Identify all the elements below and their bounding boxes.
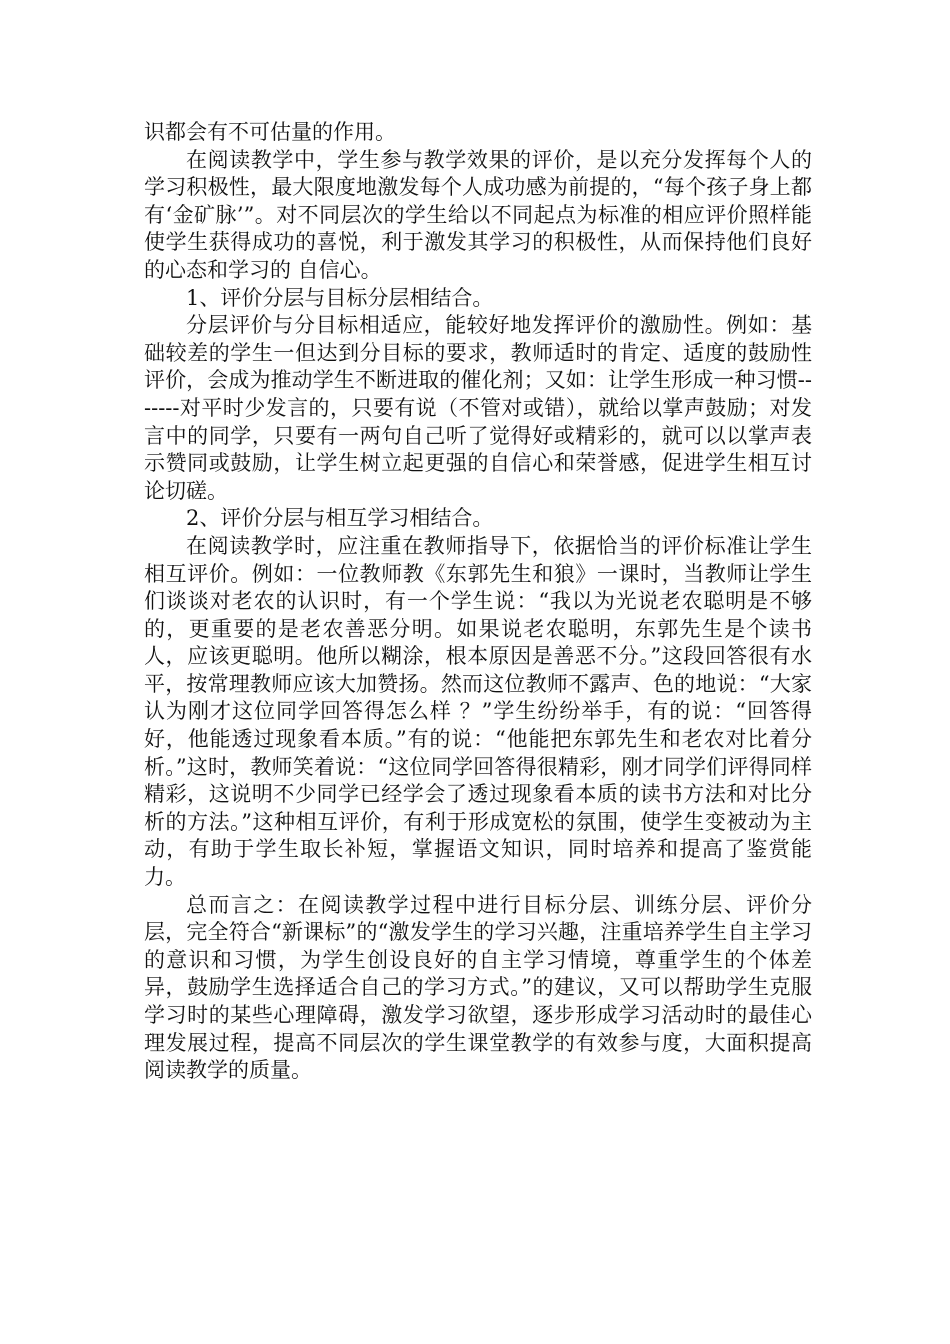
- document-page: [144, 119, 812, 1085]
- section-heading-2: 2、评价分层与相互学习相结合。: [186, 506, 494, 531]
- paragraph-layered-evaluation: 分层评价与分目标相适应，能较好地发挥评价的激励性。例如：基础较差的学生一但达到分目标的要求，教师适时的肯定、适度的鼓励性评价，会成为推动学生不断进取的催化剂；又如：让学生形成一种习惯-------对平时少发言的，只要有说（不管对或错），就给以掌声鼓励；对发言中的同学，只要有一两句自己听了觉得好或精彩的，就可以以掌声表示赞同或鼓励，让学生树立起更强的自信心和荣誉感，促进学生相互讨论切磋。: [144, 313, 812, 503]
- section-heading-1: 1、评价分层与目标分层相结合。: [186, 285, 494, 310]
- paragraph-evaluation-intro: 在阅读教学中，学生参与教学效果的评价，是以充分发挥每个人的学习积极性，最大限度地激发每个人成功感为前提的，“每个孩子身上都有‘金矿脉’”。对不同层次的学生给以不同起点为标准的相应评价照样能使学生获得成功的喜悦，利于激发其学习的积极性，从而保持他们良好的心态和学习的 自信心。: [144, 147, 812, 282]
- paragraph-continuation: 识都会有不可估量的作用。: [144, 120, 396, 144]
- paragraph-mutual-evaluation: 在阅读教学时，应注重在教师指导下，依据恰当的评价标准让学生相互评价。例如：一位教师教《东郭先生和狼》一课时，当教师让学生们谈谈对老农的认识时，有一个学生说：“我以为光说老农聪明是不够的，更重要的是老农善恶分明。如果说老农聪明，东郭先生是个读书人，应该更聪明。他所以糊涂，根本原因是善恶不分。”这段回答很有水平，按常理教师应该大加赞扬。然而这位教师不露声、色的地说：“大家认为刚才这位同学回答得怎么样 ？”学生纷纷举手，有的说：“回答得好，他能透过现象看本质。”有的说：“他能把东郭先生和老农对比着分析。”这时，教师笑着说：“这位同学回答得很精彩，刚才同学们评得同样精彩，这说明不少同学已经学会了透过现象看本质的读书方法和对比分析的方法。”这种相互评价，有利于形成宽松的氛围，使学生变被动为主动，有助于学生取长补短，掌握语文知识，同时培养和提高了鉴赏能力。: [144, 533, 812, 890]
- paragraph-conclusion: 总而言之：在阅读教学过程中进行目标分层、训练分层、评价分层，完全符合“新课标”的“激发学生的学习兴趣，注重培养学生自主学习的意识和习惯，为学生创设良好的自主学习情境，尊重学生的个体差异，鼓励学生选择适合自己的学习方式。”的建议，又可以帮助学生克服学习时的某些心理障碍，激发学习欲望，逐步形成学习活动时的最佳心理发展过程，提高不同层次的学生课堂教学的有效参与度，大面积提高阅读教学的质量。: [144, 892, 812, 1083]
